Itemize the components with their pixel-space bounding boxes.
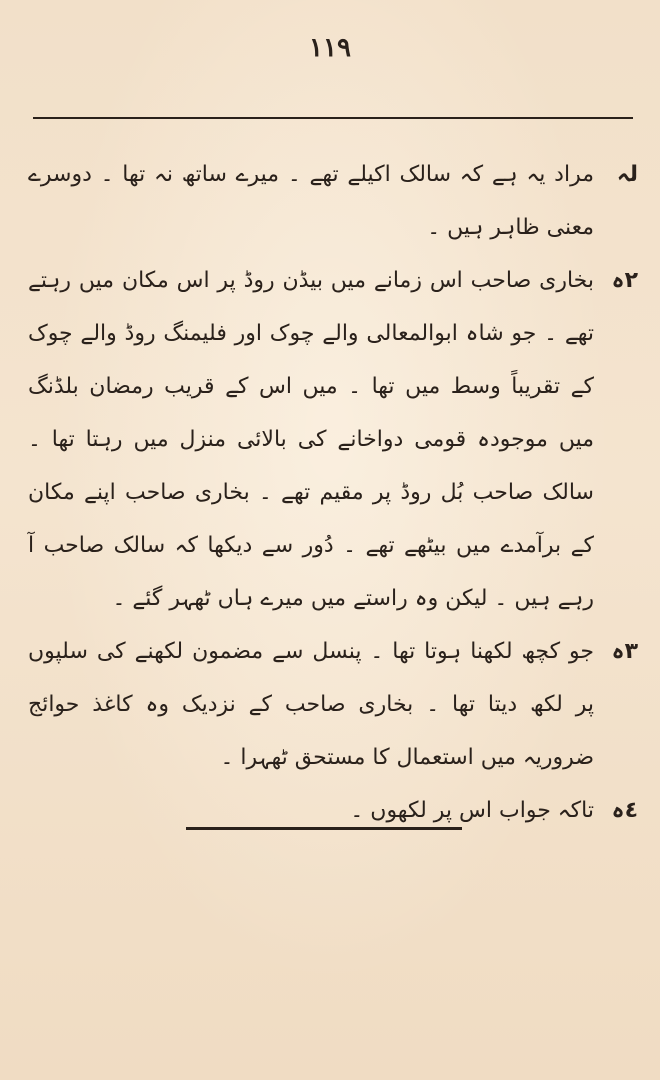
footnote-marker: لہ: [616, 162, 638, 187]
footnote-text: مراد یہ ہے کہ سالک اکیلے تھے ۔ میرے ساتھ نہ تھا ۔ دوسرے معنی ظاہر ہیں ۔: [28, 162, 594, 240]
footnote-marker: ٢ہ: [611, 268, 638, 293]
footnote-text: بخاری صاحب اس زمانے میں بیڈن روڈ پر اس مکان میں رہتے تھے ۔ جو شاہ ابوالمعالی والے چوک اور فلیمنگ روڈ والے چوک کے تقریباً وسط میں تھا ۔ میں اس کے قریب رمضان بلڈنگ میں موجودہ قومی دواخانے کی بالائی منزل میں رہتا تھا ۔ سالک صاحب بُل روڈ پر مقیم تھے ۔ بخاری صاحب اپنے مکان کے برآمدے میں بیٹھے تھے ۔ دُور سے دیکھا کہ سالک صاحب آ رہے ہیں ۔ لیکن وہ راستے میں میرے ہاں ٹھہر گئے ۔: [28, 268, 594, 611]
footnote-marker: ٤ہ: [611, 798, 638, 823]
footnote-marker: ٣ہ: [611, 639, 638, 664]
page-number: ١١٩: [309, 33, 351, 63]
footnote-1: [28, 148, 638, 254]
footnotes-section: [28, 148, 638, 837]
footnote-text: تاکہ جواب اس پر لکھوں ۔: [350, 798, 594, 823]
footnote-text: جو کچھ لکھنا ہوتا تھا ۔ پنسل سے مضمون لکھنے کی سلپوں پر لکھ دیتا تھا ۔ بخاری صاحب کے نزدیک وہ کاغذ حوائج ضروریہ میں استعمال کا مستحق ٹھہرا ۔: [28, 639, 594, 770]
bottom-divider: [186, 827, 462, 830]
footnote-2: [28, 254, 638, 625]
top-divider: [33, 117, 633, 119]
footnote-3: [28, 625, 638, 784]
